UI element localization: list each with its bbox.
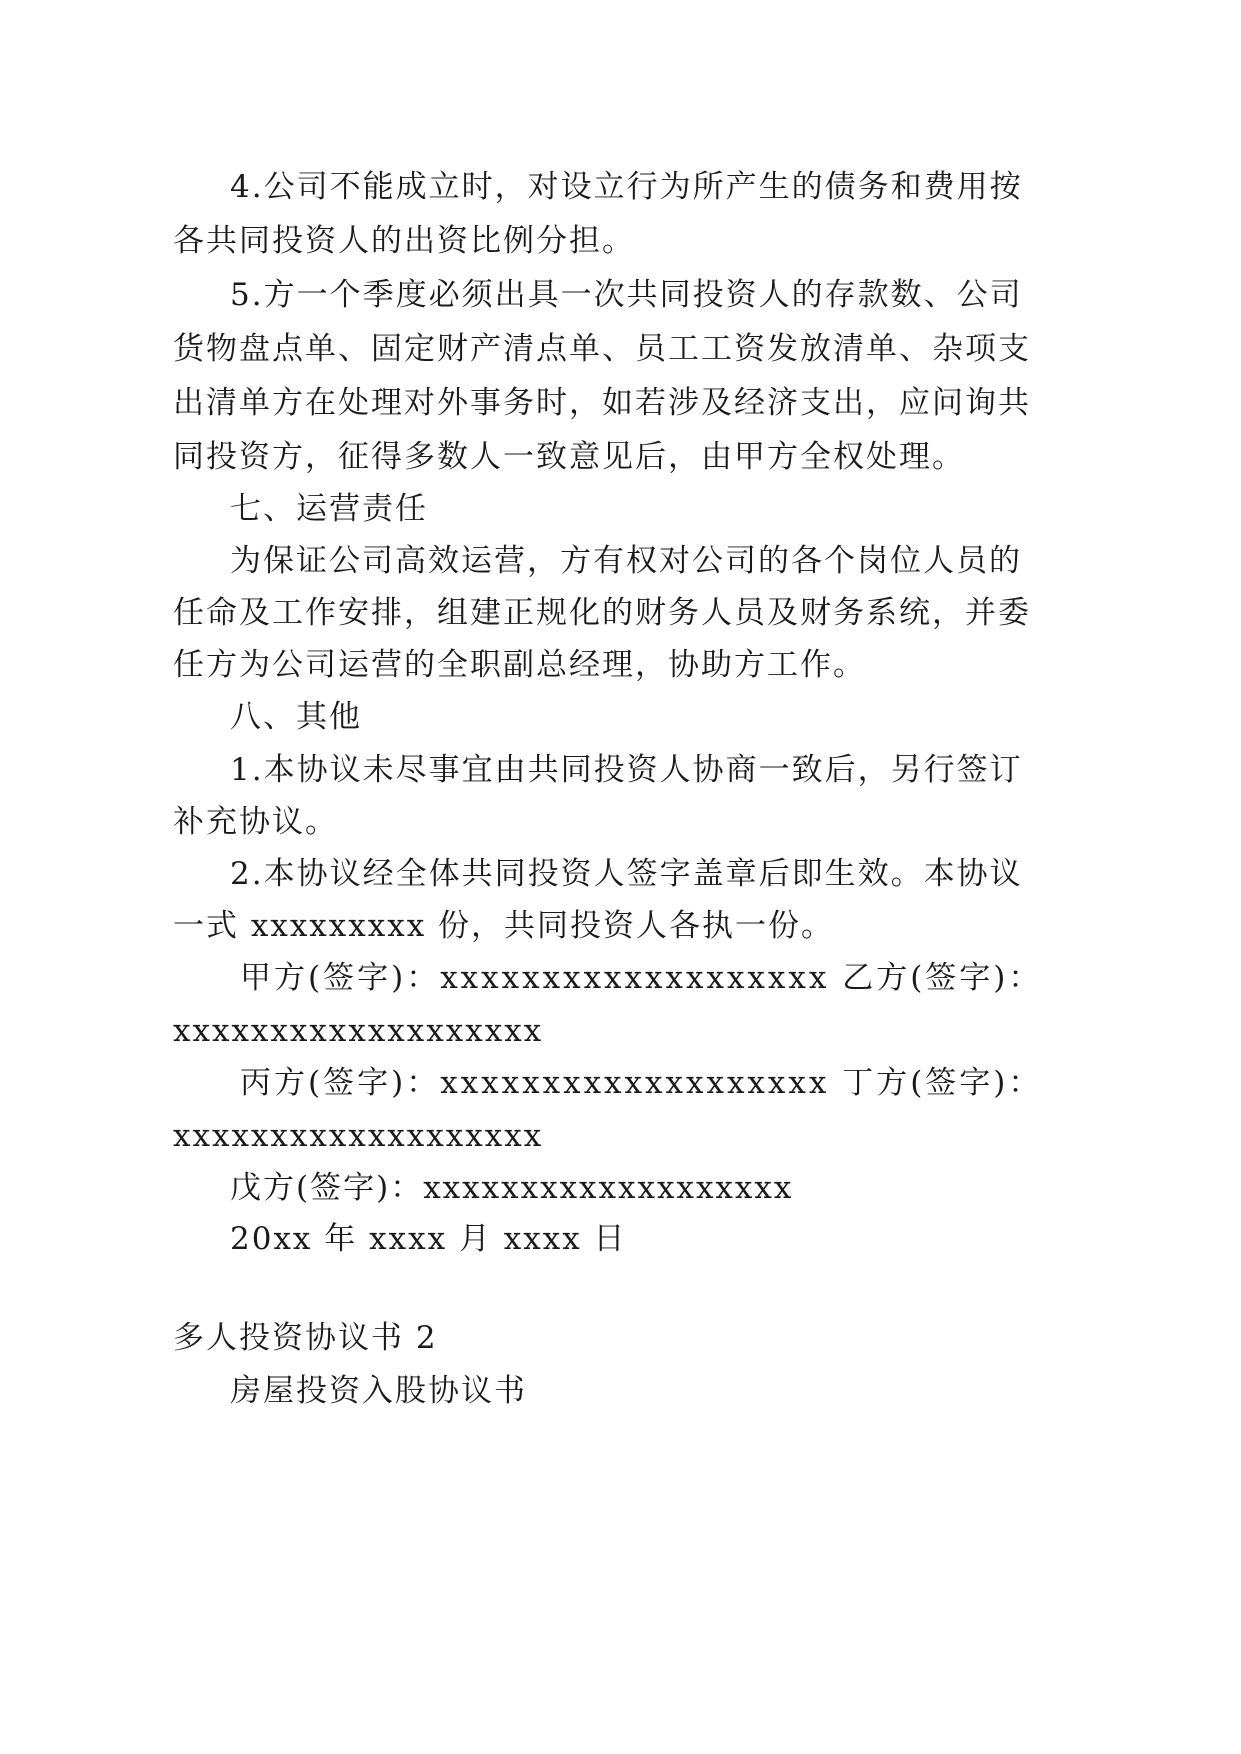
- paragraph-line: 补充协议。: [173, 804, 338, 840]
- section-heading: 八、其他: [230, 699, 362, 735]
- signature-line: 戊方(签字)：xxxxxxxxxxxxxxxxxxx: [230, 1170, 794, 1206]
- signature-line: 甲方(签字)：xxxxxxxxxxxxxxxxxxx 乙方(签字)：: [240, 960, 1043, 996]
- date-line: 20xx 年 xxxx 月 xxxx 日: [230, 1221, 627, 1257]
- paragraph-line: 一式 xxxxxxxxx 份，共同投资人各执一份。: [173, 908, 835, 944]
- paragraph-line: 4.公司不能成立时，对设立行为所产生的债务和费用按: [230, 169, 1023, 205]
- paragraph-line: 2.本协议经全体共同投资人签字盖章后即生效。本协议: [230, 856, 1023, 892]
- paragraph-line: 任方为公司运营的全职副总经理，协助方工作。: [173, 647, 866, 683]
- paragraph-line: 出清单方在处理对外事务时，如若涉及经济支出，应问询共: [173, 385, 1031, 421]
- signature-line: xxxxxxxxxxxxxxxxxxx: [173, 1013, 544, 1049]
- paragraph-line: 1.本协议未尽事宜由共同投资人协商一致后，另行签订: [230, 752, 1023, 788]
- signature-line: xxxxxxxxxxxxxxxxxxx: [173, 1118, 544, 1154]
- paragraph-line: 为保证公司高效运营，方有权对公司的各个岗位人员的: [230, 543, 1022, 579]
- paragraph-line: 同投资方，征得多数人一致意见后，由甲方全权处理。: [173, 439, 965, 475]
- paragraph-line: 5.方一个季度必须出具一次共同投资人的存款数、公司: [230, 277, 1023, 313]
- paragraph-line: 任命及工作安排，组建正规化的财务人员及财务系统，并委: [173, 595, 1031, 631]
- document-subtitle: 房屋投资入股协议书: [230, 1373, 527, 1409]
- signature-line: 丙方(签字)：xxxxxxxxxxxxxxxxxxx 丁方(签字)：: [240, 1065, 1043, 1101]
- paragraph-line: 货物盘点单、固定财产清点单、员工工资发放清单、杂项支: [173, 331, 1031, 367]
- section-heading: 七、运营责任: [230, 491, 428, 527]
- paragraph-line: 各共同投资人的出资比例分担。: [173, 223, 635, 259]
- document-title: 多人投资协议书 2: [173, 1320, 438, 1356]
